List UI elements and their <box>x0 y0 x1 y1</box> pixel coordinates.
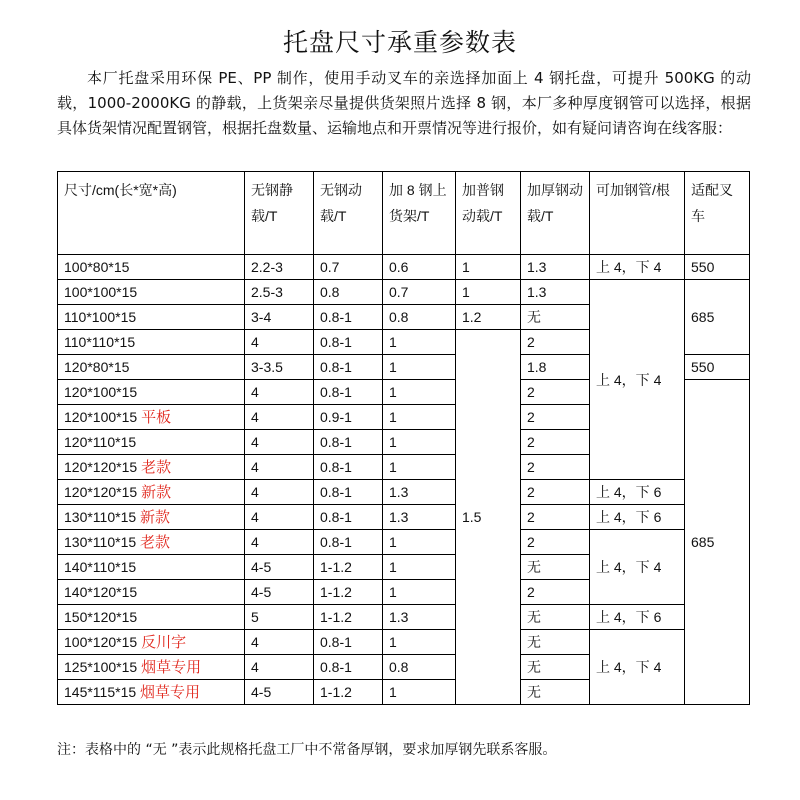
static-load-cell: 2.5-3 <box>245 280 314 305</box>
shelf8-load-cell: 1 <box>383 555 456 580</box>
dynamic-load-cell: 0.8-1 <box>314 355 383 380</box>
size-cell <box>58 455 245 480</box>
header-cell: 加厚钢动载/T <box>521 172 590 255</box>
shelf8-load-cell: 1 <box>383 330 456 355</box>
size-value: 110*110*15 <box>64 334 136 350</box>
thick-steel-cell: 2 <box>521 430 590 455</box>
pipes-cell: 上 4，下 4 <box>590 630 685 705</box>
size-value: 145*115*15 <box>64 683 137 700</box>
thick-steel-cell: 无 <box>521 305 590 330</box>
table-row <box>58 530 750 555</box>
size-value: 150*120*15 <box>64 609 138 625</box>
dynamic-load-cell: 0.8 <box>314 280 383 305</box>
size-cell <box>58 680 245 705</box>
header-cell: 尺寸/cm(长*宽*高) <box>58 172 245 255</box>
size-tag: 反川字 <box>141 633 187 651</box>
page-title: 托盘尺寸承重参数表 <box>282 28 517 57</box>
static-load-cell: 4 <box>245 505 314 530</box>
static-load-cell: 4 <box>245 380 314 405</box>
header-cell: 加普钢动载/T <box>456 172 521 255</box>
ordinary-steel-cell: 1 <box>456 255 521 280</box>
shelf8-load-cell: 1 <box>383 455 456 480</box>
header-cell: 无钢动载/T <box>314 172 383 255</box>
size-tag: 烟草专用 <box>141 658 202 676</box>
thick-steel-cell: 2 <box>521 380 590 405</box>
size-cell <box>58 655 245 680</box>
size-value: 100*80*15 <box>64 259 130 275</box>
thick-steel-cell: 2 <box>521 405 590 430</box>
static-load-cell: 4 <box>245 455 314 480</box>
static-load-cell: 4-5 <box>245 555 314 580</box>
shelf8-load-cell: 1 <box>383 630 456 655</box>
size-tag: 烟草专用 <box>140 683 201 701</box>
size-value: 140*110*15 <box>64 559 137 575</box>
shelf8-load-cell: 1 <box>383 405 456 430</box>
size-cell <box>58 305 245 330</box>
header-row <box>58 172 750 255</box>
pipes-cell: 上 4，下 6 <box>590 605 685 630</box>
table-row <box>58 505 750 530</box>
pipes-cell: 上 4，下 6 <box>590 505 685 530</box>
size-cell <box>58 380 245 405</box>
thick-steel-cell: 无 <box>521 630 590 655</box>
shelf8-load-cell: 0.8 <box>383 305 456 330</box>
dynamic-load-cell: 1-1.2 <box>314 680 383 705</box>
shelf8-load-cell: 0.6 <box>383 255 456 280</box>
size-cell <box>58 530 245 555</box>
dynamic-load-cell: 1-1.2 <box>314 580 383 605</box>
thick-steel-cell: 1.3 <box>521 280 590 305</box>
forklift-cell: 685 <box>685 380 750 705</box>
size-value: 100*120*15 <box>64 633 138 650</box>
size-tag: 新款 <box>141 483 172 501</box>
shelf8-load-cell: 1 <box>383 680 456 705</box>
thick-steel-cell: 无 <box>521 555 590 580</box>
size-tag: 老款 <box>141 458 172 476</box>
size-tag: 平板 <box>141 408 172 426</box>
size-cell <box>58 555 245 580</box>
thick-steel-cell: 2 <box>521 480 590 505</box>
pipes-cell: 上 4，下 4 <box>590 280 685 480</box>
thick-steel-cell: 1.8 <box>521 355 590 380</box>
forklift-cell: 550 <box>685 355 750 380</box>
size-cell <box>58 630 245 655</box>
thick-steel-cell: 2 <box>521 455 590 480</box>
dynamic-load-cell: 0.9-1 <box>314 405 383 430</box>
size-cell <box>58 580 245 605</box>
shelf8-load-cell: 0.8 <box>383 655 456 680</box>
header-cell: 无钢静载/T <box>245 172 314 255</box>
static-load-cell: 4 <box>245 330 314 355</box>
pipes-cell: 上 4，下 4 <box>590 530 685 605</box>
static-load-cell: 4 <box>245 480 314 505</box>
thick-steel-cell: 2 <box>521 505 590 530</box>
size-cell <box>58 405 245 430</box>
shelf8-load-cell: 1 <box>383 380 456 405</box>
static-load-cell: 4 <box>245 405 314 430</box>
size-value: 100*100*15 <box>64 284 138 300</box>
static-load-cell: 4-5 <box>245 580 314 605</box>
table-row <box>58 280 750 305</box>
shelf8-load-cell: 1.3 <box>383 480 456 505</box>
shelf8-load-cell: 1 <box>383 430 456 455</box>
dynamic-load-cell: 0.8-1 <box>314 655 383 680</box>
pipes-cell: 上 4，下 6 <box>590 480 685 505</box>
size-tag: 老款 <box>140 533 171 551</box>
header-cell: 可加钢管/根 <box>590 172 685 255</box>
size-cell <box>58 430 245 455</box>
size-value: 120*100*15 <box>64 384 138 400</box>
thick-steel-cell: 2 <box>521 330 590 355</box>
header-cell: 加 8 钢上货架/T <box>383 172 456 255</box>
static-load-cell: 5 <box>245 605 314 630</box>
forklift-cell: 685 <box>685 280 750 355</box>
pipes-cell: 上 4，下 4 <box>590 255 685 280</box>
static-load-cell: 4 <box>245 530 314 555</box>
intro-paragraph: 本厂托盘采用环保 PE、PP 制作，使用手动叉车的亲选择加面上 4 钢托盘，可提升 500KG 的动载，1000-2000KG 的静载，上货架亲尽量提供货架照片选择 8 钢，本厂多种厚度钢管可以选择，根据具体货架情况配置钢管，根据托盘数量、运输地点和开票情况等进行报价，如有疑问请咨询在线客服： <box>57 69 751 137</box>
table-row <box>58 480 750 505</box>
thick-steel-cell: 无 <box>521 655 590 680</box>
static-load-cell: 3-3.5 <box>245 355 314 380</box>
dynamic-load-cell: 0.8-1 <box>314 430 383 455</box>
size-cell <box>58 355 245 380</box>
thick-steel-cell: 1.3 <box>521 255 590 280</box>
size-cell <box>58 480 245 505</box>
ordinary-steel-cell: 1 <box>456 280 521 305</box>
dynamic-load-cell: 0.8-1 <box>314 630 383 655</box>
dynamic-load-cell: 1-1.2 <box>314 555 383 580</box>
table-row <box>58 605 750 630</box>
table-row <box>58 630 750 655</box>
static-load-cell: 4-5 <box>245 680 314 705</box>
static-load-cell: 2.2-3 <box>245 255 314 280</box>
size-value: 120*80*15 <box>64 359 130 375</box>
size-value: 130*110*15 <box>64 533 137 550</box>
dynamic-load-cell: 0.8-1 <box>314 455 383 480</box>
size-value: 125*100*15 <box>64 658 138 675</box>
size-value: 120*120*15 <box>64 458 138 475</box>
dynamic-load-cell: 1-1.2 <box>314 605 383 630</box>
size-value: 110*100*15 <box>64 309 137 325</box>
dynamic-load-cell: 0.7 <box>314 255 383 280</box>
size-value: 120*110*15 <box>64 434 137 450</box>
size-value: 130*110*15 <box>64 508 137 525</box>
table-row <box>58 255 750 280</box>
dynamic-load-cell: 0.8-1 <box>314 330 383 355</box>
size-cell <box>58 255 245 280</box>
static-load-cell: 4 <box>245 430 314 455</box>
forklift-cell: 550 <box>685 255 750 280</box>
dynamic-load-cell: 0.8-1 <box>314 530 383 555</box>
size-value: 120*120*15 <box>64 483 138 500</box>
size-cell <box>58 505 245 530</box>
size-cell <box>58 605 245 630</box>
ordinary-steel-cell: 1.2 <box>456 305 521 330</box>
thick-steel-cell: 无 <box>521 680 590 705</box>
size-value: 140*120*15 <box>64 584 138 600</box>
shelf8-load-cell: 1.3 <box>383 605 456 630</box>
static-load-cell: 4 <box>245 655 314 680</box>
static-load-cell: 3-4 <box>245 305 314 330</box>
thick-steel-cell: 无 <box>521 605 590 630</box>
thick-steel-cell: 2 <box>521 530 590 555</box>
header-cell: 适配叉车 <box>685 172 750 255</box>
dynamic-load-cell: 0.8-1 <box>314 380 383 405</box>
thick-steel-cell: 2 <box>521 580 590 605</box>
shelf8-load-cell: 1 <box>383 580 456 605</box>
shelf8-load-cell: 1 <box>383 355 456 380</box>
dynamic-load-cell: 0.8-1 <box>314 505 383 530</box>
dynamic-load-cell: 0.8-1 <box>314 480 383 505</box>
shelf8-load-cell: 1.3 <box>383 505 456 530</box>
footnote: 注：表格中的 “无 ”表示此规格托盘工厂中不常备厚钢，要求加厚钢先联系客服。 <box>57 742 557 758</box>
size-tag: 新款 <box>140 508 171 526</box>
shelf8-load-cell: 0.7 <box>383 280 456 305</box>
static-load-cell: 4 <box>245 630 314 655</box>
shelf8-load-cell: 1 <box>383 530 456 555</box>
size-cell <box>58 330 245 355</box>
size-value: 120*100*15 <box>64 408 138 425</box>
dynamic-load-cell: 0.8-1 <box>314 305 383 330</box>
pallet-spec-table <box>57 171 750 705</box>
size-cell <box>58 280 245 305</box>
ordinary-steel-cell: 1.5 <box>456 330 521 705</box>
